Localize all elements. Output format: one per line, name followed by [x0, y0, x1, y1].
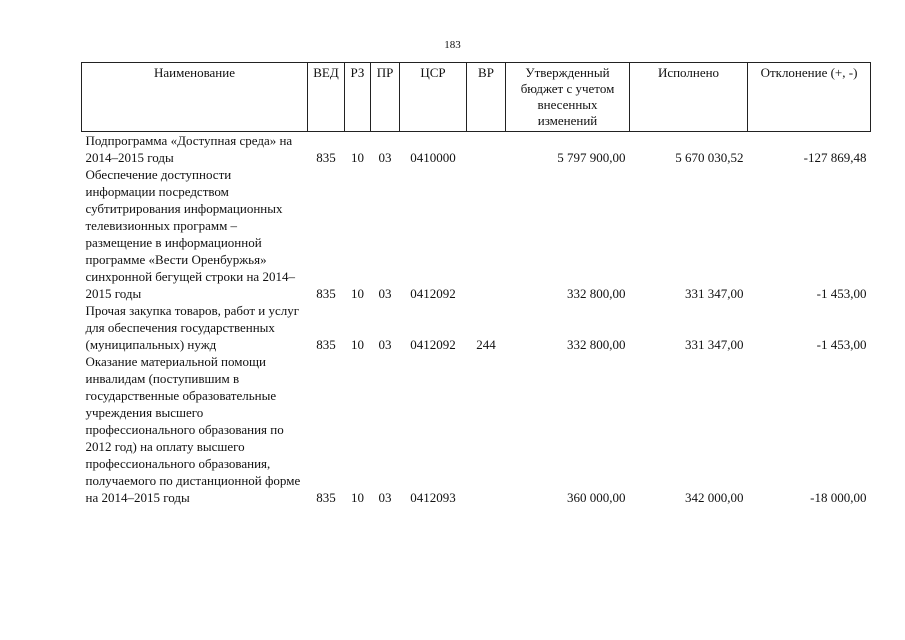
row-name: Оказание материальной помощи инвалидам (поступившим в государственные образовательные учреждения высшего профессионального образования по 2012 год) на оплату высшего профессионального образования, получаемого по дистанционной форме на 2014–2015 годы [85, 354, 301, 505]
row-csr: 0412093 [410, 490, 456, 505]
row-approved: 5 797 900,00 [557, 150, 626, 165]
table-row [82, 166, 871, 302]
row-name: Прочая закупка товаров, работ и услуг для обеспечения государственных (муниципальных) нужд [85, 303, 300, 352]
row-ved: 835 [316, 337, 336, 352]
row-rz: 10 [351, 150, 364, 165]
row-rz: 10 [351, 286, 364, 301]
row-pr: 03 [378, 150, 392, 165]
row-pr: 03 [378, 286, 392, 301]
row-deviation: -18 000,00 [810, 490, 867, 505]
row-ved: 835 [316, 490, 336, 505]
row-rz: 10 [351, 490, 364, 505]
header-pr: ПР [371, 63, 400, 132]
row-pr: 03 [378, 490, 392, 505]
row-executed: 5 670 030,52 [675, 150, 744, 165]
header-ved: ВЕД [308, 63, 345, 132]
header-vr: ВР [467, 63, 506, 132]
row-ved: 835 [316, 286, 336, 301]
row-vr [467, 353, 506, 506]
table-row [82, 353, 871, 506]
budget-table [81, 62, 871, 506]
header-name: Наименование [82, 63, 308, 132]
header-csr: ЦСР [400, 63, 467, 132]
row-executed: 342 000,00 [685, 490, 744, 505]
row-vr [467, 166, 506, 302]
header-rz: РЗ [345, 63, 371, 132]
row-csr: 0412092 [410, 337, 456, 352]
table-header-row [82, 63, 871, 132]
row-deviation: -127 869,48 [803, 150, 867, 165]
row-vr [467, 132, 506, 167]
row-vr: 244 [476, 337, 496, 352]
table-row [82, 132, 871, 167]
row-executed: 331 347,00 [685, 337, 744, 352]
header-approved: Утвержденный бюджет с учетом внесенных изменений [506, 63, 630, 132]
header-executed: Исполнено [630, 63, 748, 132]
row-csr: 0412092 [410, 286, 456, 301]
row-executed: 331 347,00 [685, 286, 744, 301]
row-name: Обеспечение доступности информации посредством субтитрирования информационных телевизионных программ – размещение в информационной программе «Вести Оренбуржья» синхронной бегущей строки на 2014–2015 годы [85, 167, 295, 301]
row-ved: 835 [316, 150, 336, 165]
row-rz: 10 [351, 337, 364, 352]
row-name: Подпрограмма «Доступная среда» на 2014–2015 годы [85, 133, 293, 165]
row-csr: 0410000 [410, 150, 456, 165]
row-approved: 360 000,00 [567, 490, 626, 505]
row-deviation: -1 453,00 [816, 337, 867, 352]
row-approved: 332 800,00 [567, 286, 626, 301]
row-deviation: -1 453,00 [816, 286, 867, 301]
table-row [82, 302, 871, 353]
header-deviation: Отклонение (+, -) [748, 63, 871, 132]
page-number: 183 [444, 39, 461, 51]
row-pr: 03 [378, 337, 392, 352]
row-approved: 332 800,00 [567, 337, 626, 352]
